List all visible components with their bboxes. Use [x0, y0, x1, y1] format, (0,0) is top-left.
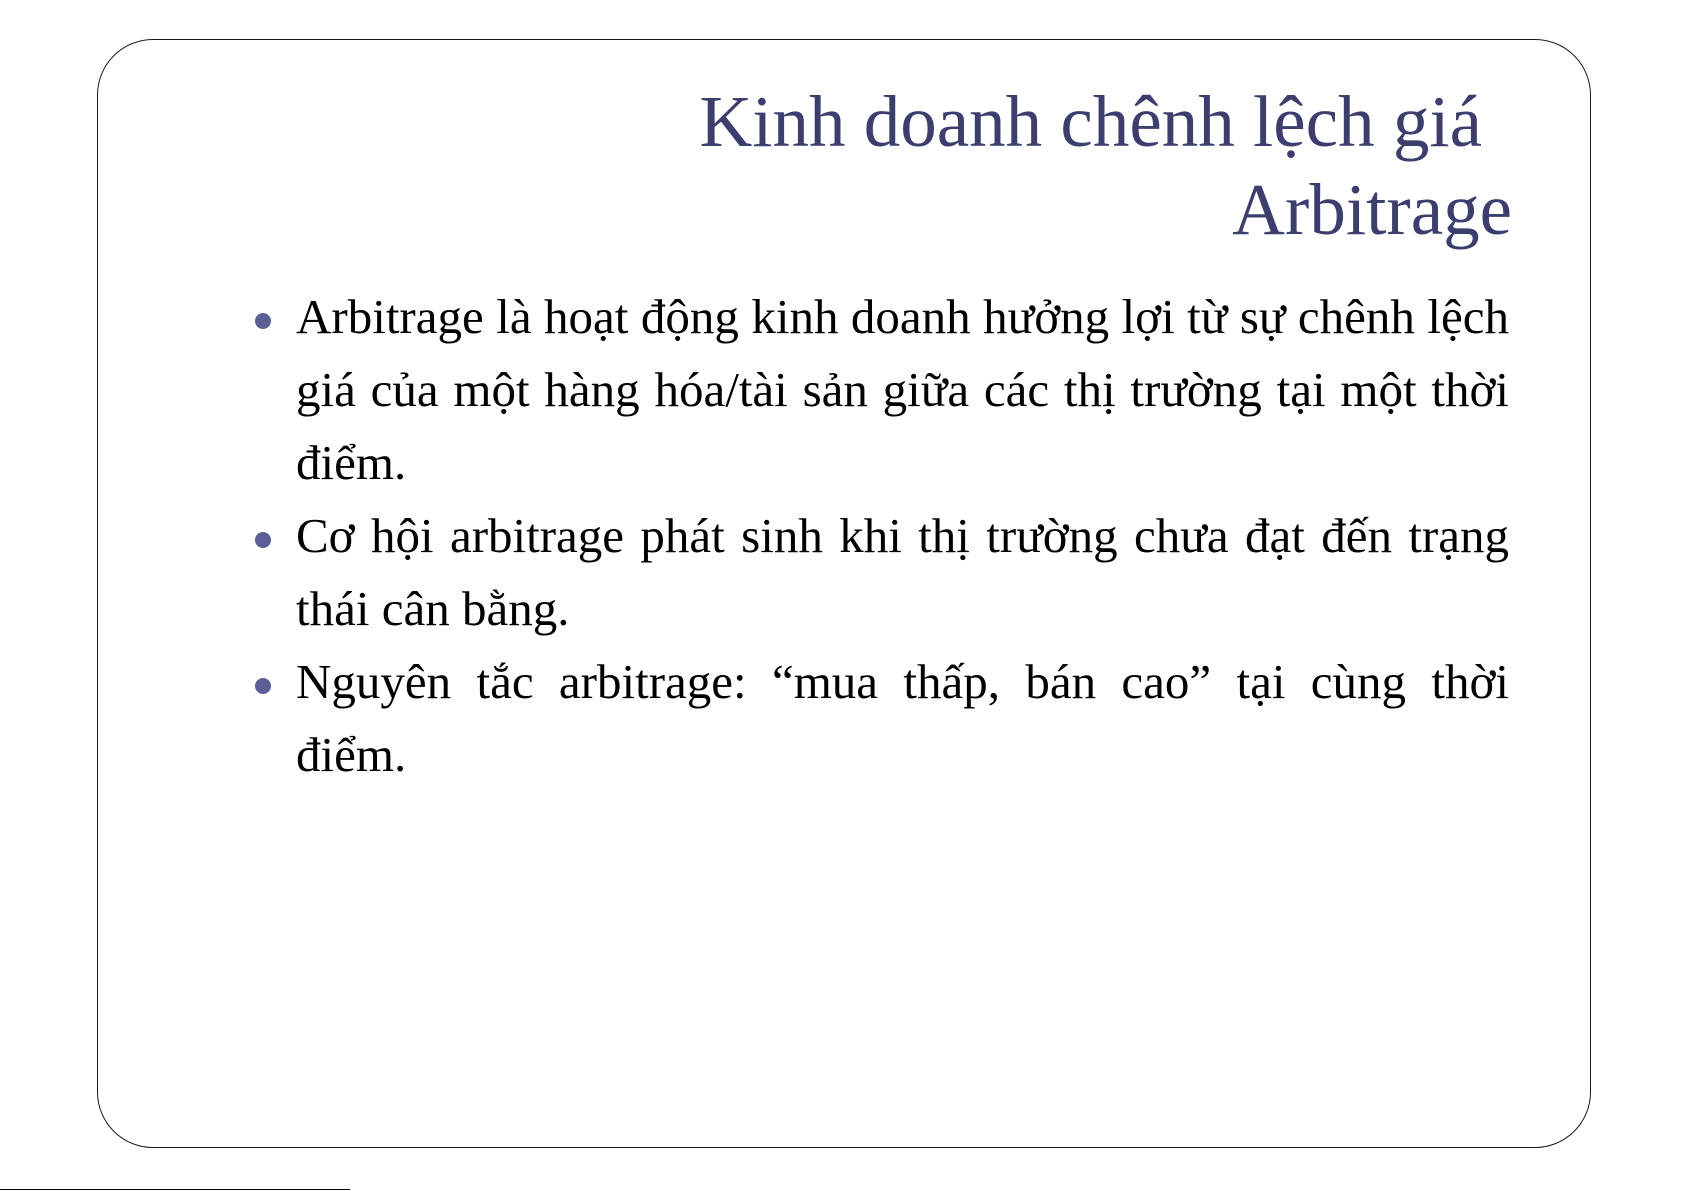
bullet-list: [255, 280, 1509, 791]
footnote-rule: [0, 1189, 350, 1190]
bullet-text: Nguyên tắc arbitrage: “mua thấp, bán cao” tại cùng thời điểm.: [296, 654, 1509, 782]
bullet-dot-icon: [255, 678, 271, 694]
title-line-1: Kinh doanh chênh lệch giá: [699, 81, 1482, 162]
bullet-dot-icon: [255, 532, 271, 548]
bullet-text: Arbitrage là hoạt động kinh doanh hưởng lợi từ sự chênh lệch giá của một hàng hóa/tài sản giữa các thị trường tại một thời điểm.: [296, 289, 1509, 490]
bullet-item: [255, 280, 1509, 499]
bullet-item: [255, 499, 1509, 645]
bullet-dot-icon: [255, 313, 271, 329]
slide-title: [512, 78, 1512, 254]
slide-frame: [97, 39, 1591, 1148]
bullet-text: Cơ hội arbitrage phát sinh khi thị trường chưa đạt đến trạng thái cân bằng.: [296, 508, 1509, 636]
bullet-item: [255, 645, 1509, 791]
title-line-2: Arbitrage: [1232, 169, 1512, 250]
